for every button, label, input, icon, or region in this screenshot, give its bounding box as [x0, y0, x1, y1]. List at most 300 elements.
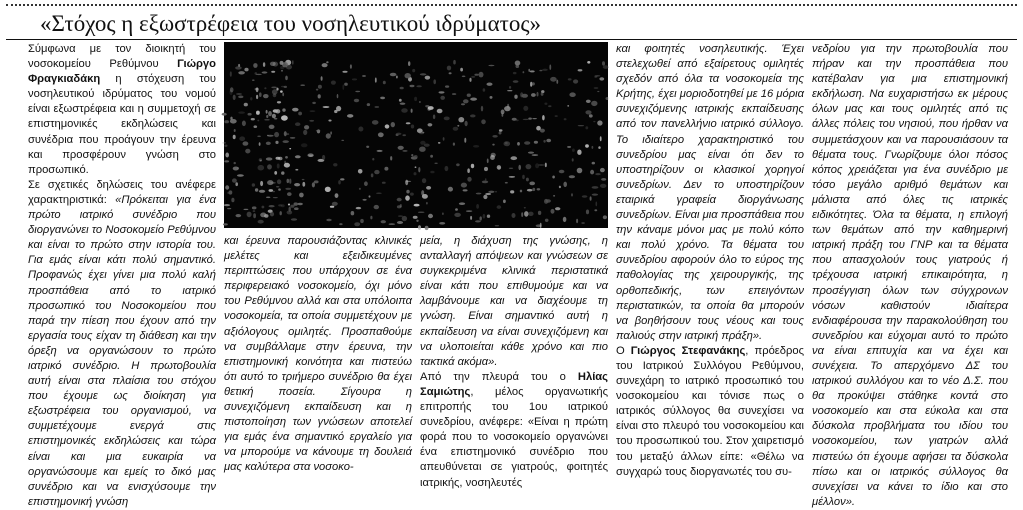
photo-speck	[586, 100, 591, 103]
photo-speck	[234, 129, 236, 132]
photo-speck	[321, 76, 323, 81]
photo-speck	[231, 198, 234, 203]
photo-speck	[257, 136, 261, 138]
photo-speck	[420, 141, 425, 145]
photo-speck	[222, 142, 226, 143]
photo-speck	[448, 187, 453, 192]
photo-speck	[235, 66, 242, 69]
photo-speck	[497, 165, 501, 170]
photo-speck	[390, 73, 397, 77]
photo-speck	[354, 99, 359, 102]
photo-speck	[369, 195, 371, 197]
photo-speck	[294, 207, 299, 210]
photo-speck	[257, 120, 259, 122]
photo-speck	[295, 169, 298, 171]
photo-speck	[276, 186, 279, 187]
photo-speck	[434, 163, 437, 164]
photo-speck	[499, 132, 502, 135]
photo-speck	[528, 212, 533, 216]
photo-speck	[411, 109, 413, 113]
photo-speck	[247, 212, 252, 218]
photo-speck	[326, 133, 331, 138]
photo-speck	[366, 146, 369, 148]
photo-speck	[262, 206, 265, 209]
photo-speck	[301, 143, 308, 147]
photo-speck	[390, 156, 392, 160]
photo-speck	[277, 101, 281, 103]
photo-speck	[259, 92, 262, 97]
photo-speck	[288, 204, 290, 206]
photo-speck	[551, 209, 555, 214]
photo-speck	[419, 147, 426, 152]
photo-speck	[505, 142, 508, 145]
photo-speck	[563, 182, 567, 187]
photo-speck	[481, 119, 486, 124]
photo-speck	[600, 136, 602, 141]
photo-speck	[523, 106, 528, 111]
photo-speck	[268, 111, 272, 116]
photo-speck	[512, 118, 517, 121]
photo-speck	[276, 157, 281, 160]
photo-speck	[224, 145, 227, 147]
photo-speck	[577, 168, 583, 174]
photo-speck	[266, 110, 268, 114]
photo-speck	[513, 80, 519, 83]
photo-speck	[230, 119, 237, 124]
photo-speck	[405, 195, 410, 200]
photo-speck	[358, 127, 363, 132]
photo-speck	[284, 131, 287, 136]
photo-speck	[308, 153, 314, 157]
photo-speck	[439, 91, 445, 93]
photo-speck	[398, 146, 404, 150]
photo-speck	[332, 202, 338, 206]
photo-speck	[524, 207, 526, 208]
photo-speck	[323, 106, 330, 108]
photo-speck	[405, 180, 408, 186]
photo-speck	[463, 99, 469, 103]
photo-speck	[422, 132, 424, 133]
photo-speck	[333, 163, 337, 166]
photo-speck	[258, 165, 265, 171]
photo-speck	[396, 133, 402, 135]
photo-speck	[582, 195, 588, 197]
photo-speck	[573, 79, 578, 83]
photo-speck	[400, 204, 402, 207]
photo-speck	[589, 114, 593, 117]
photo-speck	[512, 213, 516, 218]
quote-text: «Πρόκειται για ένα πρώτο ιατρικό συνέδριο που διοργανώνει το Νοσοκομείο Ρεθύμνου και είναι το πρώτο στην ιστορία του. Για εμάς είναι κάτι πολύ σημαντικό. Προφανώς έχει γίνει μια πολύ καλή προσπάθεια από το ιατρικό προσωπικό του Νοσοκομείου που παρά την πίεση που έχουν από την εργασία τους είχαν τη διάθεση και την όρεξη να οργανώσουν το πρώτο ιατρικό συνέδριο. Η πρωτοβουλία αυτή είναι στα πλαίσια του στόχου που έχουμε ως διοίκηση για εξωστρέφεια του οργανισμού, να συμμετέχουμε ενεργά στις επιστημονικές εκδηλώσεις και τώρα είναι και μια ευκαιρία να οργανώσουμε και εμείς το δικό μας συνέδριο και να ενισχύσουμε την επιστημονική γνώση	[28, 193, 216, 508]
photo-speck	[420, 73, 427, 75]
photo-speck	[540, 129, 545, 133]
photo-speck	[438, 142, 441, 143]
photo-speck	[456, 163, 460, 166]
photo-speck	[467, 168, 470, 173]
photo-speck	[254, 125, 258, 128]
photo-speck	[467, 94, 471, 97]
photo-speck	[517, 142, 520, 146]
photo-speck	[259, 142, 261, 146]
photo-speck	[572, 158, 574, 161]
photo-speck	[602, 61, 605, 65]
photo-speck	[475, 220, 481, 222]
photo-speck	[594, 87, 599, 89]
photo-speck	[253, 63, 257, 68]
photo-speck	[266, 157, 273, 160]
photo-speck	[417, 128, 423, 133]
photo-speck	[414, 172, 417, 175]
photo-speck	[378, 132, 384, 137]
event-photo	[224, 42, 608, 228]
photo-speck	[347, 114, 353, 118]
photo-speck	[553, 195, 555, 196]
photo-speck	[442, 212, 444, 215]
photo-speck	[397, 221, 403, 224]
photo-speck	[418, 167, 420, 172]
photo-speck	[328, 120, 331, 122]
photo-speck	[537, 92, 539, 97]
photo-speck	[603, 215, 607, 219]
photo-speck	[260, 160, 262, 162]
paragraph: και έρευνα παρουσιάζοντας κλινικές μελέτες και εξειδικευμένες περιπτώσεις που υπάρχουν σε ένα περιφερειακό νοσοκομείο, όχι μόνο του Ρεθύμνου αλλά και στα υπόλοιπα νοσοκομεία, τα οποία συμμετέχουν με αξιόλογους ομιλητές. Προσπαθούμε να συμβάλλαμε στην έρευνα, την επιστημονική κοινότητα και πιστεύω ότι αυτό το τριήμερο συνέδριο θα έχει θετική ποσεία. Σίγουρα η συνεχιζόμενη εκπαίδευση και η πιστοποίηση των γνώσεων αποτελεί για εμάς ένα σημαντικό εργαλείο για να μπορούμε να κάνουμε τη δουλειά μας καλύτερα στα νοσοκο-	[224, 235, 412, 474]
photo-speck	[437, 109, 443, 114]
photo-speck	[526, 164, 532, 169]
photo-speck	[592, 146, 594, 149]
photo-speck	[238, 96, 243, 99]
photo-speck	[541, 92, 544, 95]
photo-speck	[291, 218, 297, 221]
photo-speck	[278, 204, 282, 206]
photo-speck	[585, 110, 591, 114]
photo-speck	[476, 204, 479, 209]
photo-speck	[444, 117, 450, 121]
photo-speck	[267, 180, 273, 185]
photo-speck	[532, 118, 537, 119]
photo-speck	[267, 164, 272, 169]
photo-speck	[285, 156, 288, 159]
photo-speck	[415, 166, 417, 168]
photo-speck	[304, 125, 309, 129]
photo-speck	[372, 158, 374, 161]
photo-speck	[482, 181, 488, 184]
paragraph-1: μεία, η διάχυση της γνώσης, η ανταλλαγή απόψεων και γνώσεων σε συγκεκριμένα κλινικά περιστατικά είναι κάτι που επιθυμούμε και να λαμβάνουμε και να διαχέουμε τη γνώση. Είναι σημαντικό αυτή η εκπαίδευση να είναι συνεχιζόμενη και να υλοποιείται κάθε χρόνο και πιο τακτικά ακόμα».	[420, 235, 608, 368]
photo-speck	[270, 62, 276, 66]
photo-speck	[548, 105, 551, 107]
photo-speck	[600, 184, 606, 188]
photo-speck	[351, 211, 355, 215]
photo-speck	[283, 140, 289, 143]
photo-speck	[531, 93, 536, 97]
photo-speck	[545, 163, 547, 168]
photo-speck	[396, 76, 398, 79]
photo-speck	[244, 103, 248, 107]
photo-speck	[532, 188, 535, 191]
photo-speck	[224, 120, 229, 123]
photo-speck	[544, 103, 547, 105]
photo-speck	[483, 195, 487, 199]
photo-speck	[263, 94, 269, 98]
photo-speck	[453, 60, 456, 65]
column-1	[28, 42, 216, 508]
photo-speck	[233, 95, 236, 100]
photo-speck	[595, 173, 601, 175]
photo-speck	[362, 75, 366, 76]
photo-speck	[430, 171, 434, 174]
photo-speck	[354, 222, 360, 226]
photo-speck	[527, 189, 533, 192]
photo-speck	[267, 135, 269, 136]
photo-speck	[590, 196, 592, 200]
photo-speck	[466, 210, 472, 212]
photo-speck	[367, 103, 370, 106]
photo-speck	[277, 164, 280, 169]
photo-speck	[380, 97, 385, 100]
photo-speck	[418, 225, 421, 230]
photo-speck	[266, 142, 271, 145]
photo-speck	[382, 182, 386, 184]
photo-speck	[418, 212, 425, 213]
photo-speck	[462, 76, 466, 78]
text-run: Ο	[616, 344, 631, 357]
photo-speck	[568, 78, 572, 80]
photo-speck	[499, 129, 503, 131]
photo-speck	[457, 125, 459, 127]
text-run: η στόχευση του νοσηλευτικού ιδρύματος του νομού είναι εξωστρέφεια και η συμμετοχή σε επιστημονικές εκδηλώσεις και συνέδρια που προάγουν την έρευνα και προσφέρουν γνώση στο προσωπικό.	[28, 73, 216, 176]
photo-speck	[223, 223, 228, 225]
photo-speck	[401, 108, 408, 113]
photo-speck	[352, 78, 357, 80]
photo-speck	[250, 97, 252, 100]
photo-speck	[591, 101, 597, 106]
photo-speck	[556, 80, 558, 84]
photo-speck	[289, 179, 291, 184]
photo-speck	[282, 108, 285, 111]
photo-speck	[281, 171, 284, 174]
photo-speck	[292, 60, 294, 64]
photo-speck	[253, 213, 256, 218]
photo-speck	[520, 190, 522, 193]
photo-speck	[339, 223, 342, 225]
photo-speck	[592, 194, 598, 196]
photo-speck	[598, 146, 600, 149]
text-run: Από την πλευρά του ο	[420, 370, 578, 383]
photo-speck	[530, 70, 535, 72]
photo-speck	[410, 193, 414, 196]
photo-speck	[374, 170, 379, 174]
photo-speck	[445, 85, 449, 87]
photo-speck	[236, 214, 242, 217]
photo-speck	[542, 69, 548, 71]
photo-speck	[385, 124, 390, 128]
photo-speck	[374, 205, 379, 209]
photo-speck	[576, 219, 578, 223]
photo-speck	[266, 197, 270, 199]
photo-speck	[316, 130, 321, 132]
photo-speck	[330, 131, 332, 134]
photo-speck	[372, 120, 379, 125]
photo-speck	[593, 121, 595, 122]
photo-speck	[572, 149, 575, 152]
photo-speck	[298, 203, 303, 205]
photo-speck	[259, 190, 265, 193]
photo-speck	[330, 206, 334, 208]
photo-speck	[416, 85, 422, 87]
photo-speck	[295, 122, 300, 126]
photo-speck	[340, 178, 344, 180]
photo-speck	[264, 214, 268, 218]
photo-speck	[298, 112, 302, 116]
photo-speck	[230, 87, 234, 92]
top-dotted-line	[6, 4, 1017, 6]
photo-speck	[449, 72, 452, 74]
photo-speck	[399, 99, 402, 102]
photo-speck	[400, 87, 404, 90]
photo-speck	[594, 76, 597, 77]
photo-speck	[443, 137, 445, 141]
photo-speck	[287, 210, 293, 214]
photo-speck	[363, 199, 367, 201]
photo-speck	[281, 86, 285, 88]
photo-speck	[274, 118, 277, 119]
photo-speck	[600, 168, 605, 172]
photo-speck	[341, 140, 344, 141]
photo-speck	[492, 135, 497, 138]
photo-speck	[430, 155, 433, 158]
photo-speck	[480, 216, 482, 220]
photo-speck	[248, 113, 252, 116]
photo-speck	[526, 178, 529, 182]
photo-speck	[312, 102, 316, 104]
photo-speck	[585, 144, 589, 147]
photo-speck	[233, 167, 239, 171]
photo-speck	[356, 207, 361, 209]
photo-speck	[325, 187, 331, 192]
photo-speck	[524, 211, 528, 217]
photo-speck	[360, 219, 364, 223]
photo-speck	[483, 88, 486, 92]
photo-speck	[411, 125, 414, 129]
article-title: «Στόχος η εξωστρέφεια του νοσηλευτικού ιδρύματος»	[40, 11, 541, 36]
photo-speck	[414, 97, 417, 101]
photo-speck	[594, 209, 597, 211]
photo-speck	[422, 178, 426, 183]
photo-speck	[237, 174, 244, 176]
photo-speck	[481, 106, 483, 112]
photo-speck	[405, 73, 411, 78]
photo-speck	[559, 170, 565, 174]
photo-speck	[406, 122, 411, 124]
photo-speck	[463, 189, 468, 191]
photo-speck	[287, 192, 292, 196]
photo-speck	[269, 205, 275, 207]
photo-speck	[445, 166, 449, 171]
photo-speck	[428, 106, 434, 110]
photo-speck	[300, 84, 305, 86]
photo-speck	[270, 212, 274, 217]
photo-speck	[485, 193, 491, 195]
photo-speck	[225, 185, 229, 189]
paragraph-1	[28, 42, 216, 178]
photo-speck	[312, 182, 315, 187]
photo-speck	[546, 199, 551, 202]
photo-speck	[563, 217, 567, 222]
photo-speck	[272, 114, 276, 119]
photo-speck	[302, 182, 305, 187]
photo-speck	[586, 210, 589, 215]
photo-speck	[284, 163, 290, 168]
photo-speck	[460, 68, 463, 72]
photo-speck	[245, 149, 250, 154]
photo-speck	[601, 178, 606, 181]
photo-speck	[227, 192, 230, 194]
photo-speck	[471, 164, 474, 168]
photo-speck	[295, 155, 301, 158]
photo-speck	[282, 93, 284, 97]
photo-speck	[597, 91, 599, 92]
photo-speck	[501, 110, 505, 115]
photo-speck	[515, 61, 521, 66]
photo-speck	[461, 103, 465, 105]
photo-speck	[355, 91, 360, 92]
photo-speck	[253, 210, 256, 212]
photo-speck	[290, 137, 295, 138]
photo-speck	[233, 135, 236, 139]
photo-speck	[400, 103, 406, 105]
photo-speck	[274, 132, 279, 137]
photo-speck	[532, 82, 535, 85]
photo-speck	[238, 71, 245, 74]
photo-speck	[540, 223, 542, 228]
photo-speck	[344, 83, 348, 86]
photo-speck	[227, 208, 231, 209]
photo-speck	[262, 71, 268, 73]
text-run: , πρόεδρος του Ιατρικού Συλλόγου Ρεθύμνου, συνεχάρη το ιατρικό προσωπικό του νοσοκομείου και τόνισε πως ο ιατρικός σύλλογος θα συνεχίσει να είναι στο πλευρό του νοσοκομείου και του προσωπικού του. Στον χαιρετισμό του μεταξύ άλλων είπε: «Θέλω να συγχαρώ τους διοργανωτές του συ-	[616, 344, 804, 478]
photo-speck	[528, 152, 534, 154]
photo-speck	[256, 87, 259, 92]
photo-speck	[490, 96, 493, 99]
photo-speck	[258, 220, 264, 224]
photo-speck	[524, 141, 530, 144]
photo-speck	[455, 208, 458, 211]
photo-speck	[235, 182, 238, 186]
column-3	[420, 234, 608, 489]
photo-speck	[260, 181, 263, 186]
photo-speck	[518, 165, 521, 170]
photo-speck	[470, 98, 477, 101]
photo-speck	[238, 111, 245, 113]
photo-speck	[299, 193, 304, 198]
photo-speck	[280, 90, 283, 92]
photo-speck	[402, 134, 406, 136]
photo-speck	[252, 206, 257, 209]
photo-speck	[286, 133, 289, 134]
photo-speck	[338, 180, 341, 184]
photo-speck	[398, 215, 403, 217]
photo-speck	[285, 76, 288, 81]
photo-speck	[585, 126, 588, 129]
photo-speck	[234, 162, 236, 164]
photo-speck	[359, 188, 361, 190]
photo-speck	[529, 182, 535, 186]
photo-speck	[487, 159, 489, 164]
photo-speck	[549, 65, 551, 70]
photo-speck	[251, 118, 255, 120]
photo-speck	[578, 69, 583, 71]
paragraph: νεδρίου για την πρωτοβουλία που πήραν και την προσπάθεια που κατέβαλαν για μια επιστημονική εκδήλωση. Να ευχαριστήσω εκ μέρους όλων μας και τους ομιλητές από τις άλλες πόλεις του νησιού, που ήρθαν να συμμετάσχουν και να παρουσιάσουν τα θέματα τους. Γνωρίζουμε όλοι πόσος κόπος χρειάζεται για ένα συνέδριο με τόσο μεγάλο αριθμό θεμάτων και μάλιστα από όλες τις ιατρικές ειδικότητες. Όλα τα θέματα, η επιλογή των θεμάτων από την καθημερινή ιατρική πράξη του ΓΝΡ και τα θέματα που απασχολούν τους γιατρούς ή τρέχουσα ιατρική επικαιρότητα, η προσέγγιση όλων των σύγχρονων νόσων καθιστούν ιδιαίτερα ενδιαφέρουσα την παρακολούθηση του συνεδρίου και εύχομαι αυτό το πρώτο να είναι επιτυχία και να έχει και συνέχεια. Το απερχόμενο ΔΣ του ιατρικού συλλόγου και το νέο Δ.Σ. που θα προκύψει στάθηκε κοντά στο νοσοκομείο και στα εύκολα και στα δύσκολα προβλήματα του ιδίου του νοσοκομείου, των γιατρών αλλά πιστεύω ότι έχουμε αφήσει τα δύσκολα πίσω και οι ιατρικός σύλλογος θα συνεχίσει να κάνει το ίδιο και στο μέλλον».	[812, 43, 1008, 508]
photo-speck	[242, 121, 246, 127]
photo-speck	[224, 204, 230, 206]
photo-speck	[302, 179, 305, 180]
